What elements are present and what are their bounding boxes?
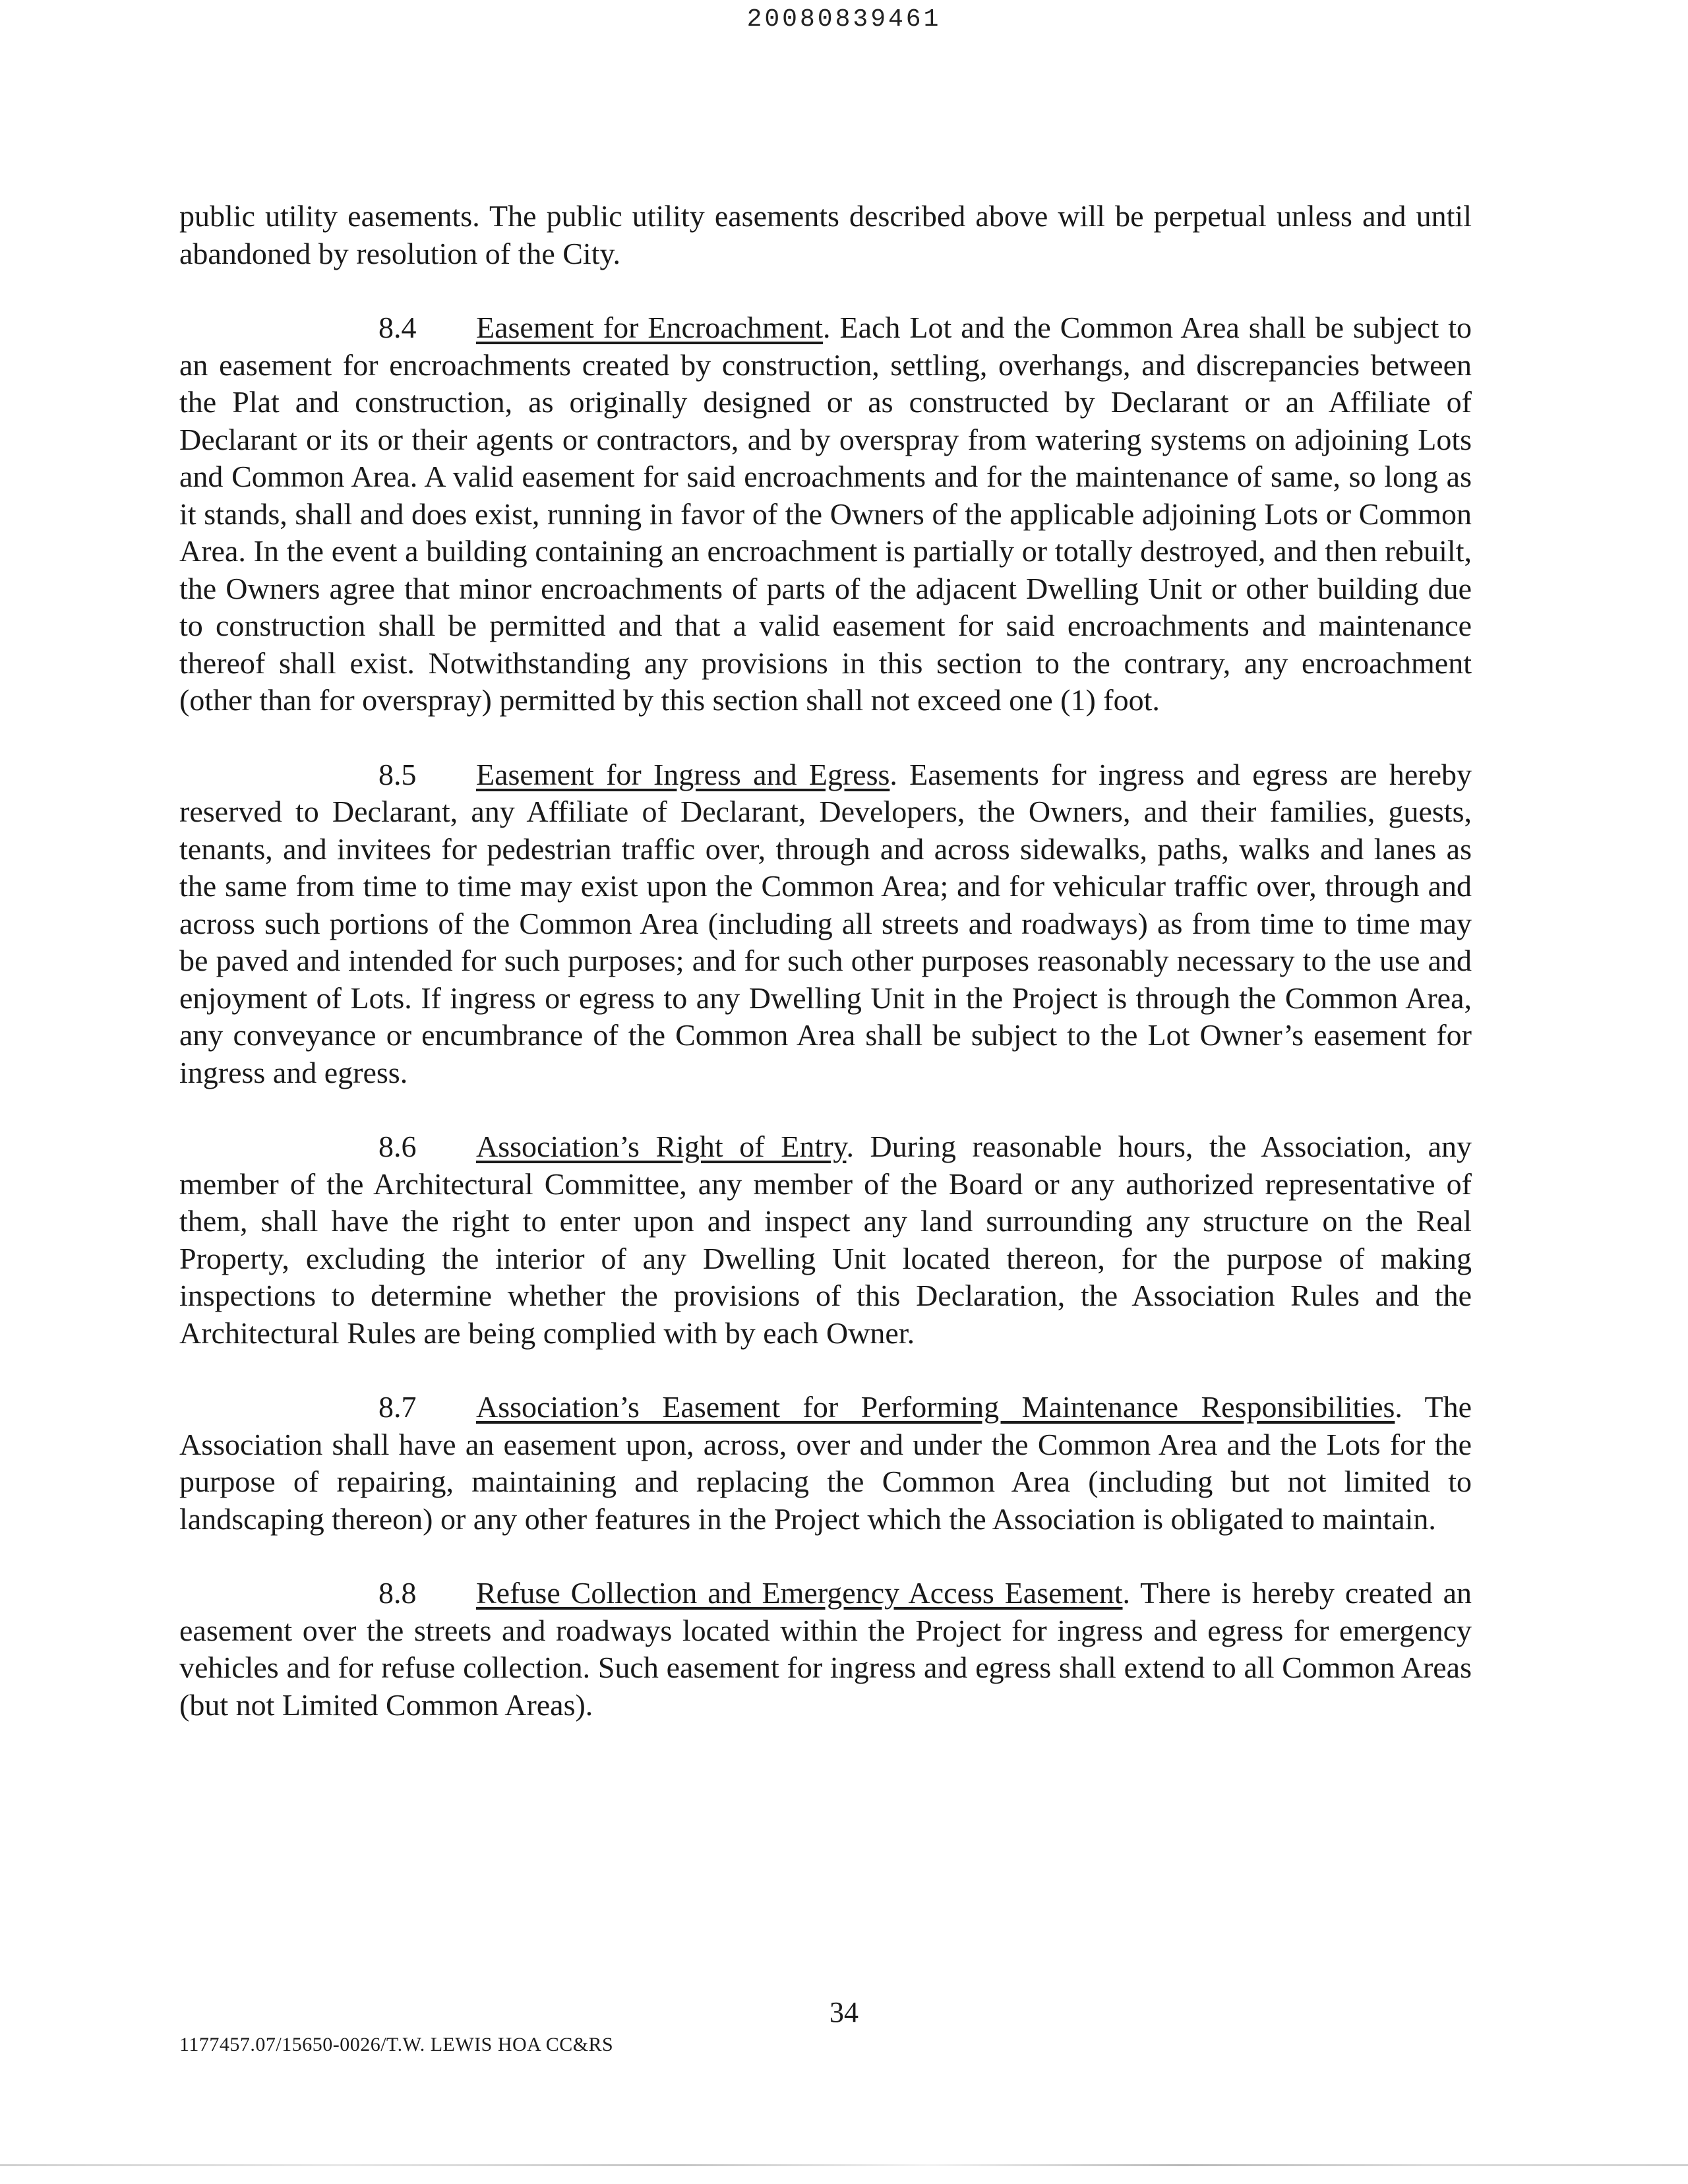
section-8-7 (179, 1389, 1472, 1538)
section-heading: Association’s Right of Entry (476, 1130, 847, 1163)
section-number: 8.6 (378, 1130, 417, 1163)
section-8-8 (179, 1575, 1472, 1724)
section-text: . Each Lot and the Common Area shall be subject to an easement for encroachments created by construction, settling, overhangs, and discrepancies between the Plat and construction, as originally designed or as constructed by Declarant or an Affiliate of Declarant or its or their agents or contractors, and by overspray from watering systems on adjoining Lots and Common Area. A valid easement for said encroachments and for the maintenance of same, so long as it stands, shall and does exist, running in favor of the Owners of the applicable adjoining Lots or Common Area. In the event a building containing an encroachment is partially or totally destroyed, and then rebuilt, the Owners agree that minor encroachments of parts of the adjacent Dwelling Unit or other building due to construction shall be permitted and that a valid easement for said encroachments and maintenance thereof shall exist. Notwithstanding any provisions in this section to the contrary, any encroachment (other than for overspray) permitted by this section shall not exceed one (1) foot. (179, 311, 1472, 717)
section-text: . During reasonable hours, the Association, any member of the Architectural Committee, any member of the Board or any authorized representative of them, shall have the right to enter upon and inspect any land surrounding any structure on the Real Property, excluding the interior of any Dwelling Unit located thereon, for the purpose of making inspections to determine whether the provisions of this Declaration, the Association Rules and the Architectural Rules are being complied with by each Owner. (179, 1130, 1472, 1350)
document-id: 1177457.07/15650-0026/T.W. LEWIS HOA CC&RS (179, 2034, 614, 2055)
section-text: . Easements for ingress and egress are hereby reserved to Declarant, any Affiliate of Declarant, Developers, the Owners, and their families, guests, tenants, and invitees for pedestrian traffic over, through and across sidewalks, paths, walks and lanes as the same from time to time may exist upon the Common Area; and for vehicular traffic over, through and across such portions of the Common Area (including all streets and roadways) as from time to time may be paved and intended for such purposes; and for such other purposes reasonably necessary to the use and enjoyment of Lots. If ingress or egress to any Dwelling Unit in the Project is through the Common Area, any conveyance or encumbrance of the Common Area shall be subject to the Lot Owner’s easement for ingress and egress. (179, 757, 1472, 1089)
section-text: . There is hereby created an easement over the streets and roadways located within the Project for ingress and egress for emergency vehicles and for refuse collection. Such easement for ingress and egress shall extend to all Common Areas (but not Limited Common Areas). (179, 1576, 1472, 1722)
section-text: . The Association shall have an easement upon, across, over and under the Common Area and the Lots for the purpose of repairing, maintaining and replacing the Common Area (including but not limited to landscaping thereon) or any other features in the Project which the Association is obligated to maintain. (179, 1390, 1472, 1536)
section-number: 8.5 (378, 757, 417, 791)
section-number: 8.4 (378, 311, 417, 344)
scan-edge-line (0, 2164, 1688, 2166)
section-heading: Refuse Collection and Emergency Access Easement (476, 1576, 1123, 1610)
section-8-6 (179, 1128, 1472, 1352)
paragraph-continuation (179, 198, 1472, 272)
section-number: 8.7 (378, 1390, 417, 1424)
section-8-4 (179, 309, 1472, 719)
section-heading: Association’s Easement for Performing Maintenance Responsibilities (476, 1390, 1395, 1424)
recording-number: 20080839461 (746, 5, 942, 34)
document-body (179, 198, 1472, 1761)
section-heading: Easement for Encroachment (476, 311, 824, 344)
section-8-5 (179, 756, 1472, 1092)
section-heading: Easement for Ingress and Egress (476, 757, 890, 791)
paragraph-text: public utility easements. The public utility easements described above will be perpetual unless and until abandoned by resolution of the City. (179, 199, 1472, 270)
section-number: 8.8 (378, 1576, 417, 1610)
page-number: 34 (829, 1996, 859, 2028)
